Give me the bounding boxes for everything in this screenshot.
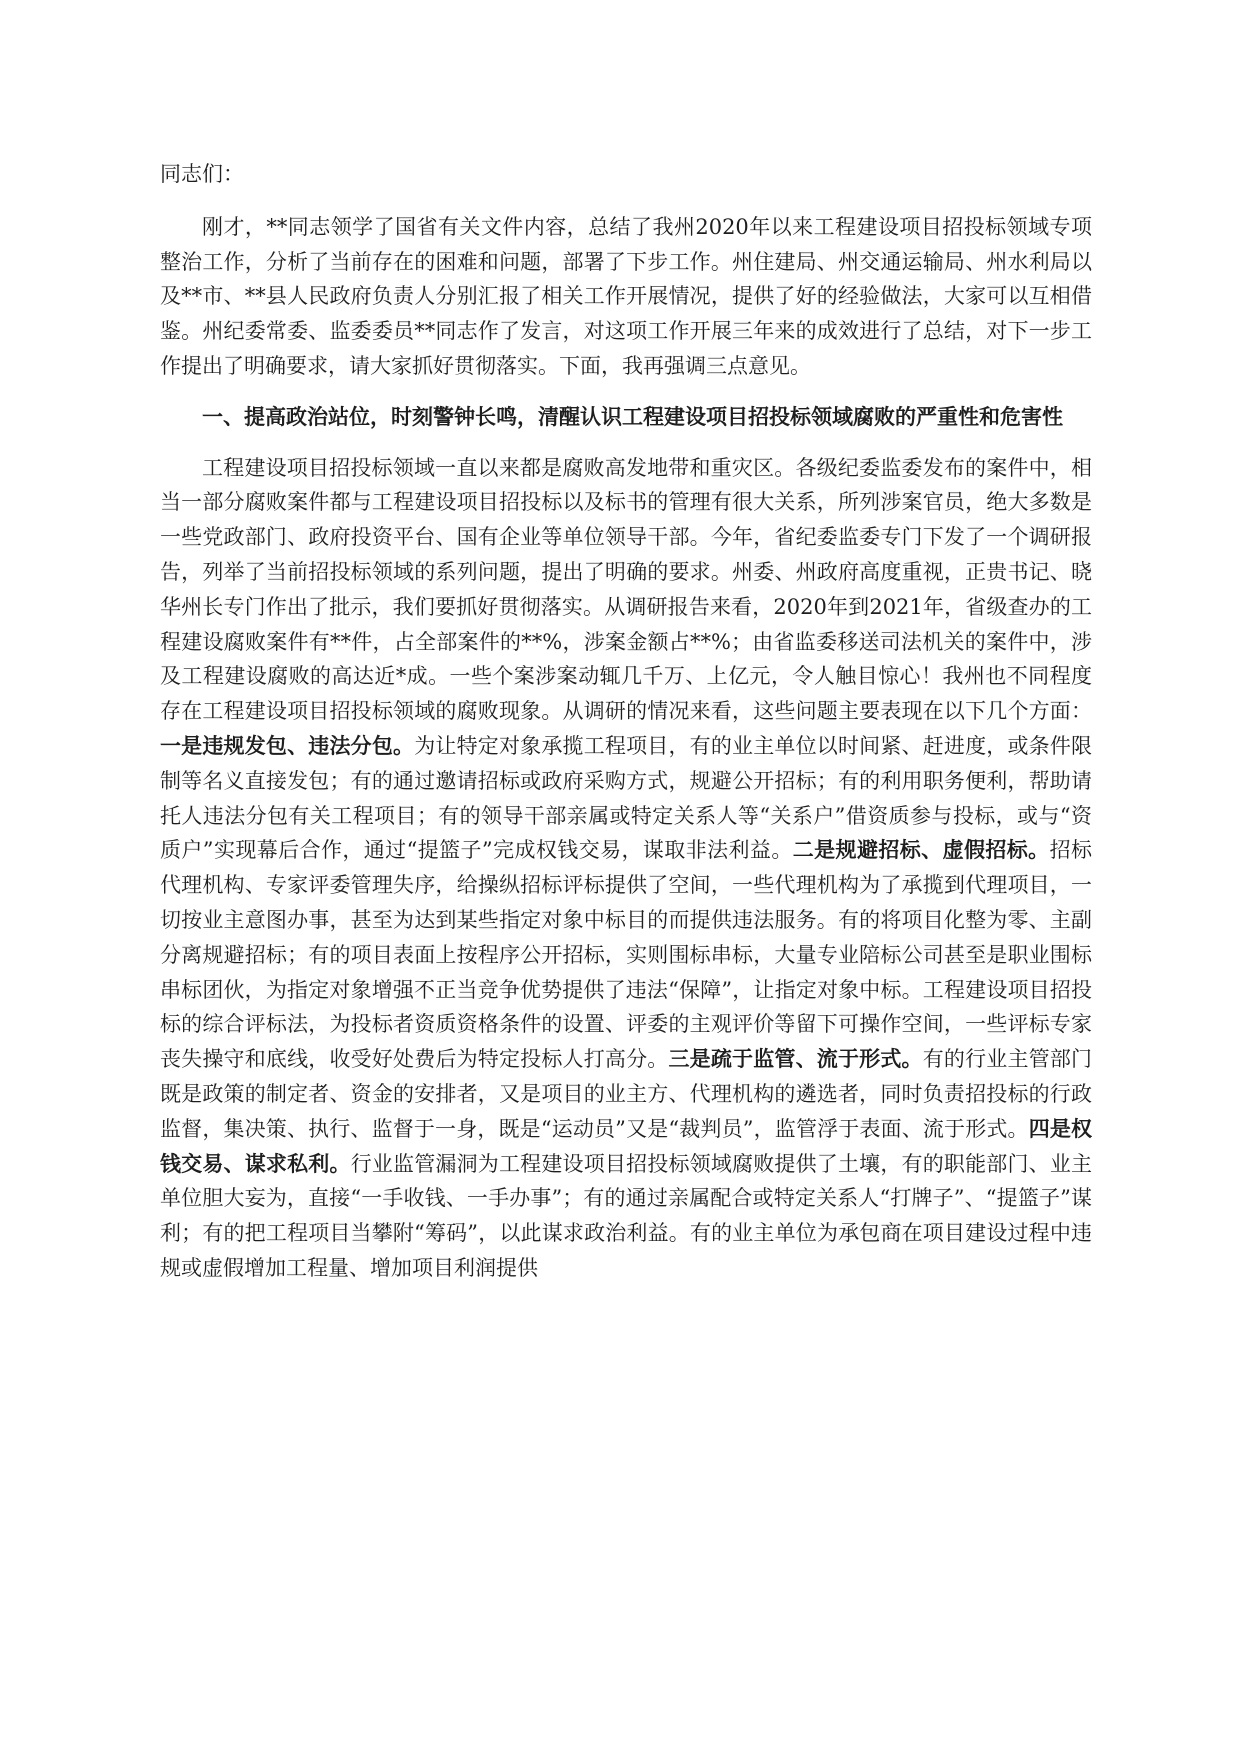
intro-paragraph: 刚才，**同志领学了国省有关文件内容，总结了我州2020年以来工程建设项目招投标领域专项整治工作，分析了当前存在的困难和问题，部署了下步工作。州住建局、州交通运输局、州水利局以及**市、**县人民政府负责人分别汇报了相关工作开展情况，提供了好的经验做法，大家可以互相借鉴。州纪委常委、监委委员**同志作了发言，对这项工作开展三年来的成效进行了总结，对下一步工作提出了明确要求，请大家抓好贯彻落实。下面，我再强调三点意见。 — [160, 214, 1092, 378]
body-text-1: 工程建设项目招投标领域一直以来都是腐败高发地带和重灾区。各级纪委监委发布的案件中，相当一部分腐败案件都与工程建设项目招投标以及标书的管理有很大关系，所列涉案官员，绝大多数是一些党政部门、政府投资平台、国有企业等单位领导干部。今年，省纪委监委专门下发了一个调研报告，列举了当前招投标领域的系列问题，提出了明确的要求。州委、州政府高度重视，正贵书记、晓华州长专门作出了批示，我们要抓好贯彻落实。从调研报告来看，2020年到2021年，省级查办的工程建设腐败案件有**件，占全部案件的**%，涉案金额占**%；由省监委移送司法机关的案件中，涉及工程建设腐败的高达近*成。一些个案涉案动辄几千万、上亿元，令人触目惊心！我州也不同程度存在工程建设项目招投标领域的腐败现象。从调研的情况来看，这些问题主要表现在以下几个方面： — [160, 455, 1092, 724]
body-text-3: 招标代理机构、专家评委管理失序，给操纵招标评标提供了空间，一些代理机构为了承揽到代理项目，一切按业主意图办事，甚至为达到某些指定对象中标目的而提供违法服务。有的将项目化整为零、主副分离规避招标；有的项目表面上按程序公开招标，实则围标串标，大量专业陪标公司甚至是职业围标串标团伙，为指定对象增强不正当竞争优势提供了违法“保障”，让指定对象中标。工程建设项目招投标的综合评标法，为投标者资质资格条件的设置、评委的主观评价等留下可操作空间，一些评标专家丧失操守和底线，收受好处费后为特定投标人打高分。 — [160, 838, 1092, 1072]
body-paragraph — [160, 451, 1092, 1286]
body-text-4: 有的行业主管部门既是政策的制定者、资金的安排者，又是项目的业主方、代理机构的遴选者，同时负责招投标的行政监督，集决策、执行、监督于一身，既是“运动员”又是“裁判员”，监管浮于表面、流于形式。 — [160, 1047, 1093, 1141]
highlight-point-3: 三是疏于监管、流于形式。 — [668, 1046, 923, 1072]
highlight-point-4: 四是权钱交易、谋求私利。 — [160, 1115, 1093, 1176]
section-heading-1: 一、提高政治站位，时刻警钟长鸣，清醒认识工程建设项目招投标领域腐败的严重性和危害性 — [202, 403, 1063, 429]
document-body — [160, 157, 1092, 1286]
highlight-point-2: 二是规避招标、虚假招标。 — [792, 837, 1050, 863]
salutation: 同志们： — [160, 162, 244, 186]
body-text-2: 为让特定对象承揽工程项目，有的业主单位以时间紧、赶进度，或条件限制等名义直接发包；有的通过邀请招标或政府采购方式，规避公开招标；有的利用职务便利，帮助请托人违法分包有关工程项目；有的领导干部亲属或特定关系人等“关系户”借资质参与投标，或与“资质户”实现幕后合作，通过“提篮子”完成权钱交易，谋取非法利益。 — [160, 733, 1092, 863]
body-text-5: 行业监管漏洞为工程建设项目招投标领域腐败提供了土壤，有的职能部门、业主单位胆大妄为，直接“一手收钱、一手办事”；有的通过亲属配合或特定关系人“打牌子”、“提篮子”谋利；有的把工程项目当攀附“筹码”，以此谋求政治利益。有的业主单位为承包商在项目建设过程中违规或虚假增加工程量、增加项目利润提供 — [160, 1151, 1093, 1280]
highlight-point-1: 一是违规发包、违法分包。 — [160, 732, 415, 758]
